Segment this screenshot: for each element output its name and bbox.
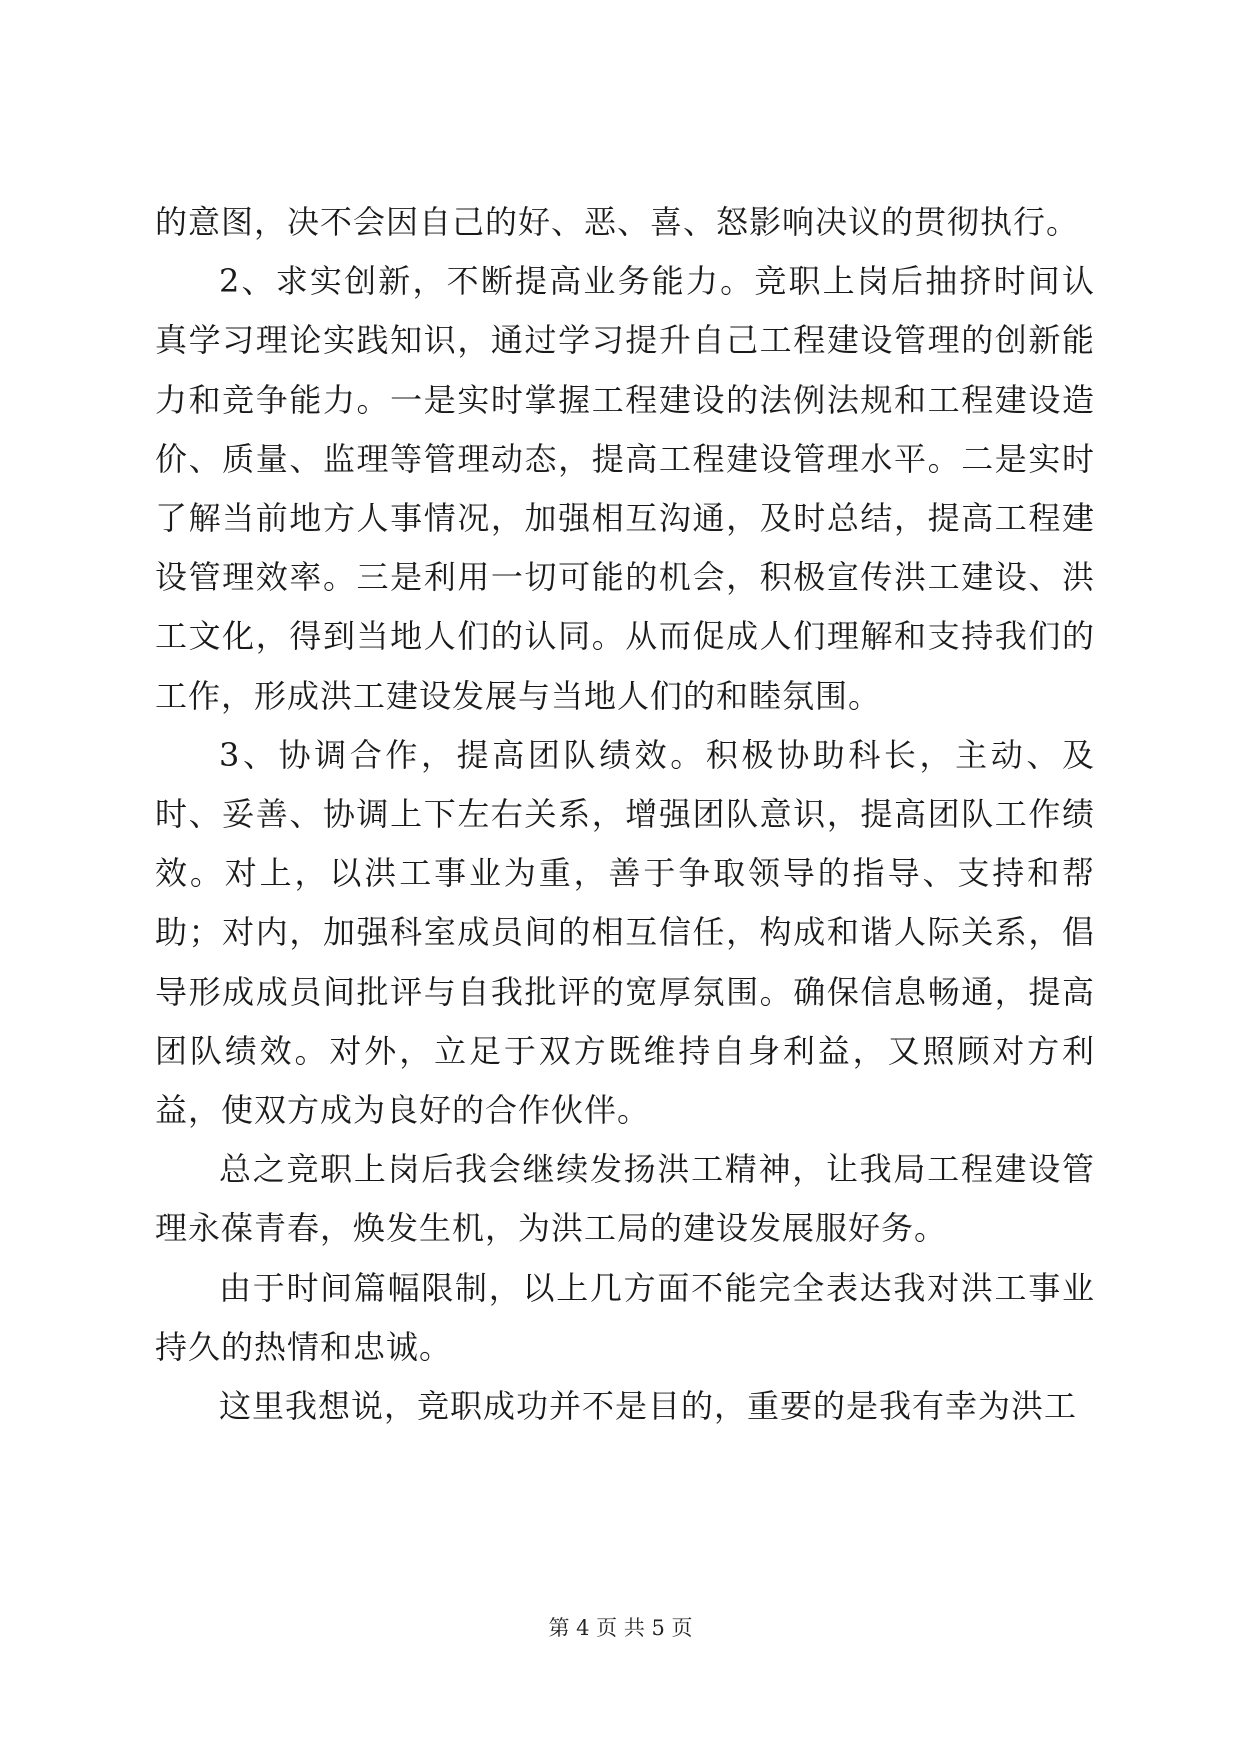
paragraph-1: 的意图，决不会因自己的好、恶、喜、怒影响决议的贯彻执行。 [155, 203, 1080, 241]
paragraph-2: 2、求实创新，不断提高业务能力。竞职上岗后抽挤时间认真学习理论实践知识，通过学习提升自己工程建设管理的创新能力和竞争能力。一是实时掌握工程建设的法例法规和工程建设造价、质量、监理等管理动态，提高工程建设管理水平。二是实时了解当前地方人事情况，加强相互沟通，及时总结，提高工程建设管理效率。三是利用一切可能的机会，积极宣传洪工建设、洪工文化，得到当地人们的认同。从而促成人们理解和支持我们的工作，形成洪工建设发展与当地人们的和睦氛围。 [155, 262, 1095, 715]
paragraph-6: 这里我想说，竞职成功并不是目的，重要的是我有幸为洪工 [219, 1387, 1078, 1426]
paragraph-5: 由于时间篇幅限制，以上几方面不能完全表达我对洪工事业持久的热情和忠诚。 [155, 1268, 1095, 1366]
document-body [155, 193, 1095, 1436]
paragraph-4: 总之竞职上岗后我会继续发扬洪工精神，让我局工程建设管理永葆青春，焕发生机，为洪工局的建设发展服好务。 [155, 1150, 1095, 1248]
paragraph-3: 3、协调合作，提高团队绩效。积极协助科长，主动、及时、妥善、协调上下左右关系，增强团队意识，提高团队工作绩效。对上，以洪工事业为重，善于争取领导的指导、支持和帮助；对内，加强科室成员间的相互信任，构成和谐人际关系，倡导形成成员间批评与自我批评的宽厚氛围。确保信息畅通，提高团队绩效。对外，立足于双方既维持自身利益，又照顾对方利益，使双方成为良好的合作伙伴。 [155, 735, 1095, 1130]
page-footer: 第 4 页 共 5 页 [548, 1616, 693, 1640]
